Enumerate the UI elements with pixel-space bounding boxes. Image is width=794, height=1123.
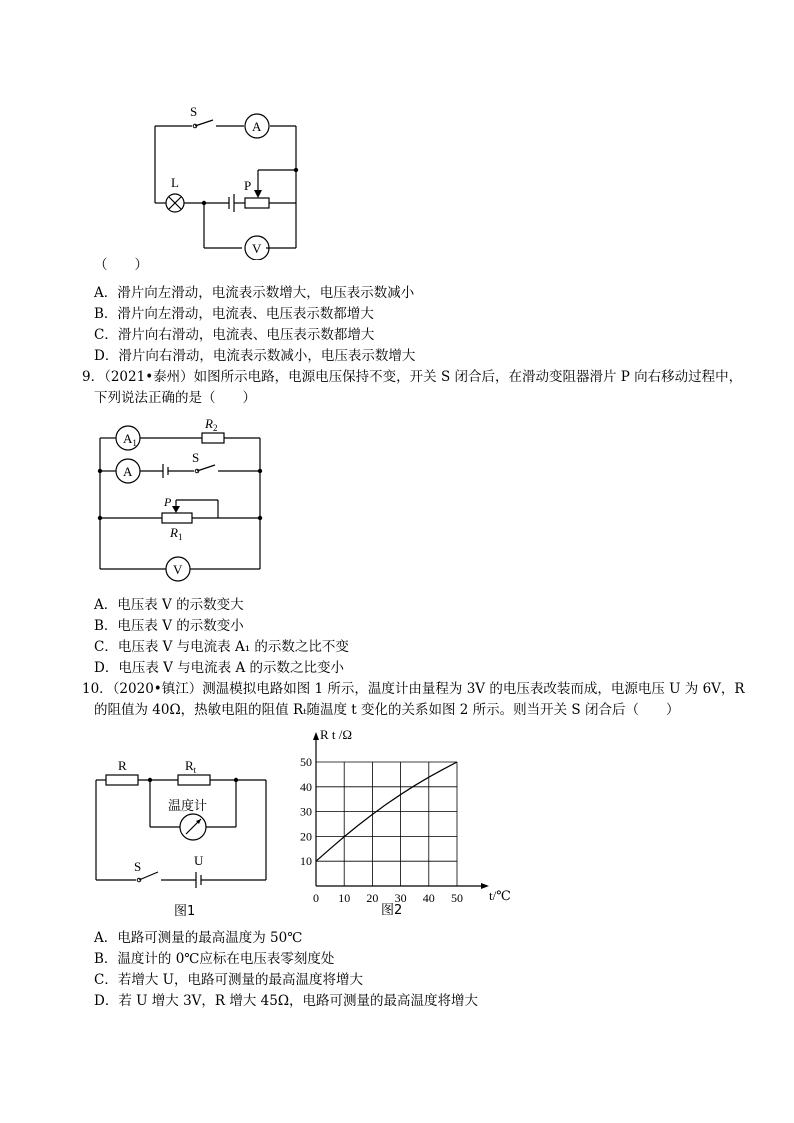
q9-option-b[interactable]: B．电压表 V 的示数变小 [94,618,244,634]
chart-y-tick-label: 40 [300,779,312,794]
chart-y-tick-label: 50 [300,755,312,769]
q10-fig2-chart [286,722,516,922]
q10-stem-line2: 的阻值为 40Ω，热敏电阻的阻值 Rₜ随温度 t 变化的关系如图 2 所示。则当开关 S 闭合后（ ） [94,702,680,718]
q8-option-b[interactable]: B．滑片向左滑动，电流表、电压表示数都增大 [94,306,374,322]
q9-stem-line2: 下列说法正确的是（ ） [94,390,256,406]
q10-fig1-label-u: U [194,853,204,868]
q10-fig1-circuit [88,755,278,925]
q10-fig1-caption: 图1 [174,904,196,919]
chart-x-tick-label: 30 [394,891,407,905]
q9-option-c[interactable]: C．电压表 V 与电流表 A₁ 的示数之比不变 [94,639,349,655]
q8-label-l: L [171,175,179,190]
q10-option-a[interactable]: A．电路可测量的最高温度为 50℃ [94,930,303,946]
chart-y-tick-label: 20 [300,829,312,844]
chart-x-tick-label: 20 [366,891,379,905]
q10-fig1-label-r: R [118,758,127,773]
q9-label-v: V [173,562,183,577]
chart-x-tick-label: 40 [422,891,435,905]
q9-circuit-diagram [90,414,270,584]
q8-circuit-diagram [140,100,310,260]
q9-label-a: A [123,464,133,479]
chart-y-axis-label: R t /Ω [320,727,353,742]
q10-fig1-label-s: S [134,859,142,874]
chart-x-tick-label: 50 [451,891,463,905]
q9-label-r2: $R_2$ [205,416,218,433]
chart-x-tick-label: 0 [313,891,319,905]
q10-option-c[interactable]: C．若增大 U，电路可测量的最高温度将增大 [94,972,363,988]
q9-label-p: P [164,495,172,509]
q8-label-p: P [244,178,252,193]
chart-x-axis-arrow [481,883,489,889]
chart-x-tick-label: 10 [338,891,351,905]
q8-option-a[interactable]: A．滑片向左滑动，电流表示数增大，电压表示数减小 [94,285,415,301]
q10-fig1-meter-label: 温度计 [168,799,208,814]
chart-grid [316,762,457,886]
q8-label-a: A [252,119,262,134]
q10-option-b[interactable]: B．温度计的 0℃应标在电压表零刻度处 [94,951,335,967]
q9-label-a1: $A_1$ [123,431,137,448]
q10-option-d[interactable]: D．若 U 增大 3V，R 增大 45Ω，电路可测量的最高温度将增大 [94,993,479,1009]
q9-option-d[interactable]: D．电压表 V 与电流表 A 的示数之比变小 [94,660,344,676]
q9-label-r1: $R_1$ [170,525,183,542]
q8-option-d[interactable]: D．滑片向右滑动，电流表示数减小，电压表示数增大 [94,348,416,364]
q8-label-v: V [252,241,262,256]
q10-fig1-label-rt: $R_t$ [185,758,197,775]
chart-y-tick-label: 30 [300,804,312,819]
q10-stem-line1: 10．（2020•镇江）测温模拟电路如图 1 所示，温度计由量程为 3V 的电压表改装而成，电源电压 U 为 6V，R [82,681,745,697]
chart-y-axis-arrow [313,732,319,740]
q9-option-a[interactable]: A．电压表 V 的示数变大 [94,597,244,613]
q9-stem-line1: 9．（2021•泰州）如图所示电路，电源电压保持不变，开关 S 闭合后，在滑动变阻器滑片 P 向右移动过程中， [82,369,743,385]
chart-x-axis-label: t/℃ [489,888,511,903]
chart-ticks [300,755,463,905]
q8-label-s: S [190,104,198,119]
chart-y-tick-label: 10 [300,854,312,869]
q10-fig2-caption: 图2 [381,903,403,918]
q8-answer-paren: （ ） [94,257,148,273]
q9-label-s: S [192,450,200,465]
q8-option-c[interactable]: C．滑片向右滑动，电流表、电压表示数都增大 [94,327,375,343]
